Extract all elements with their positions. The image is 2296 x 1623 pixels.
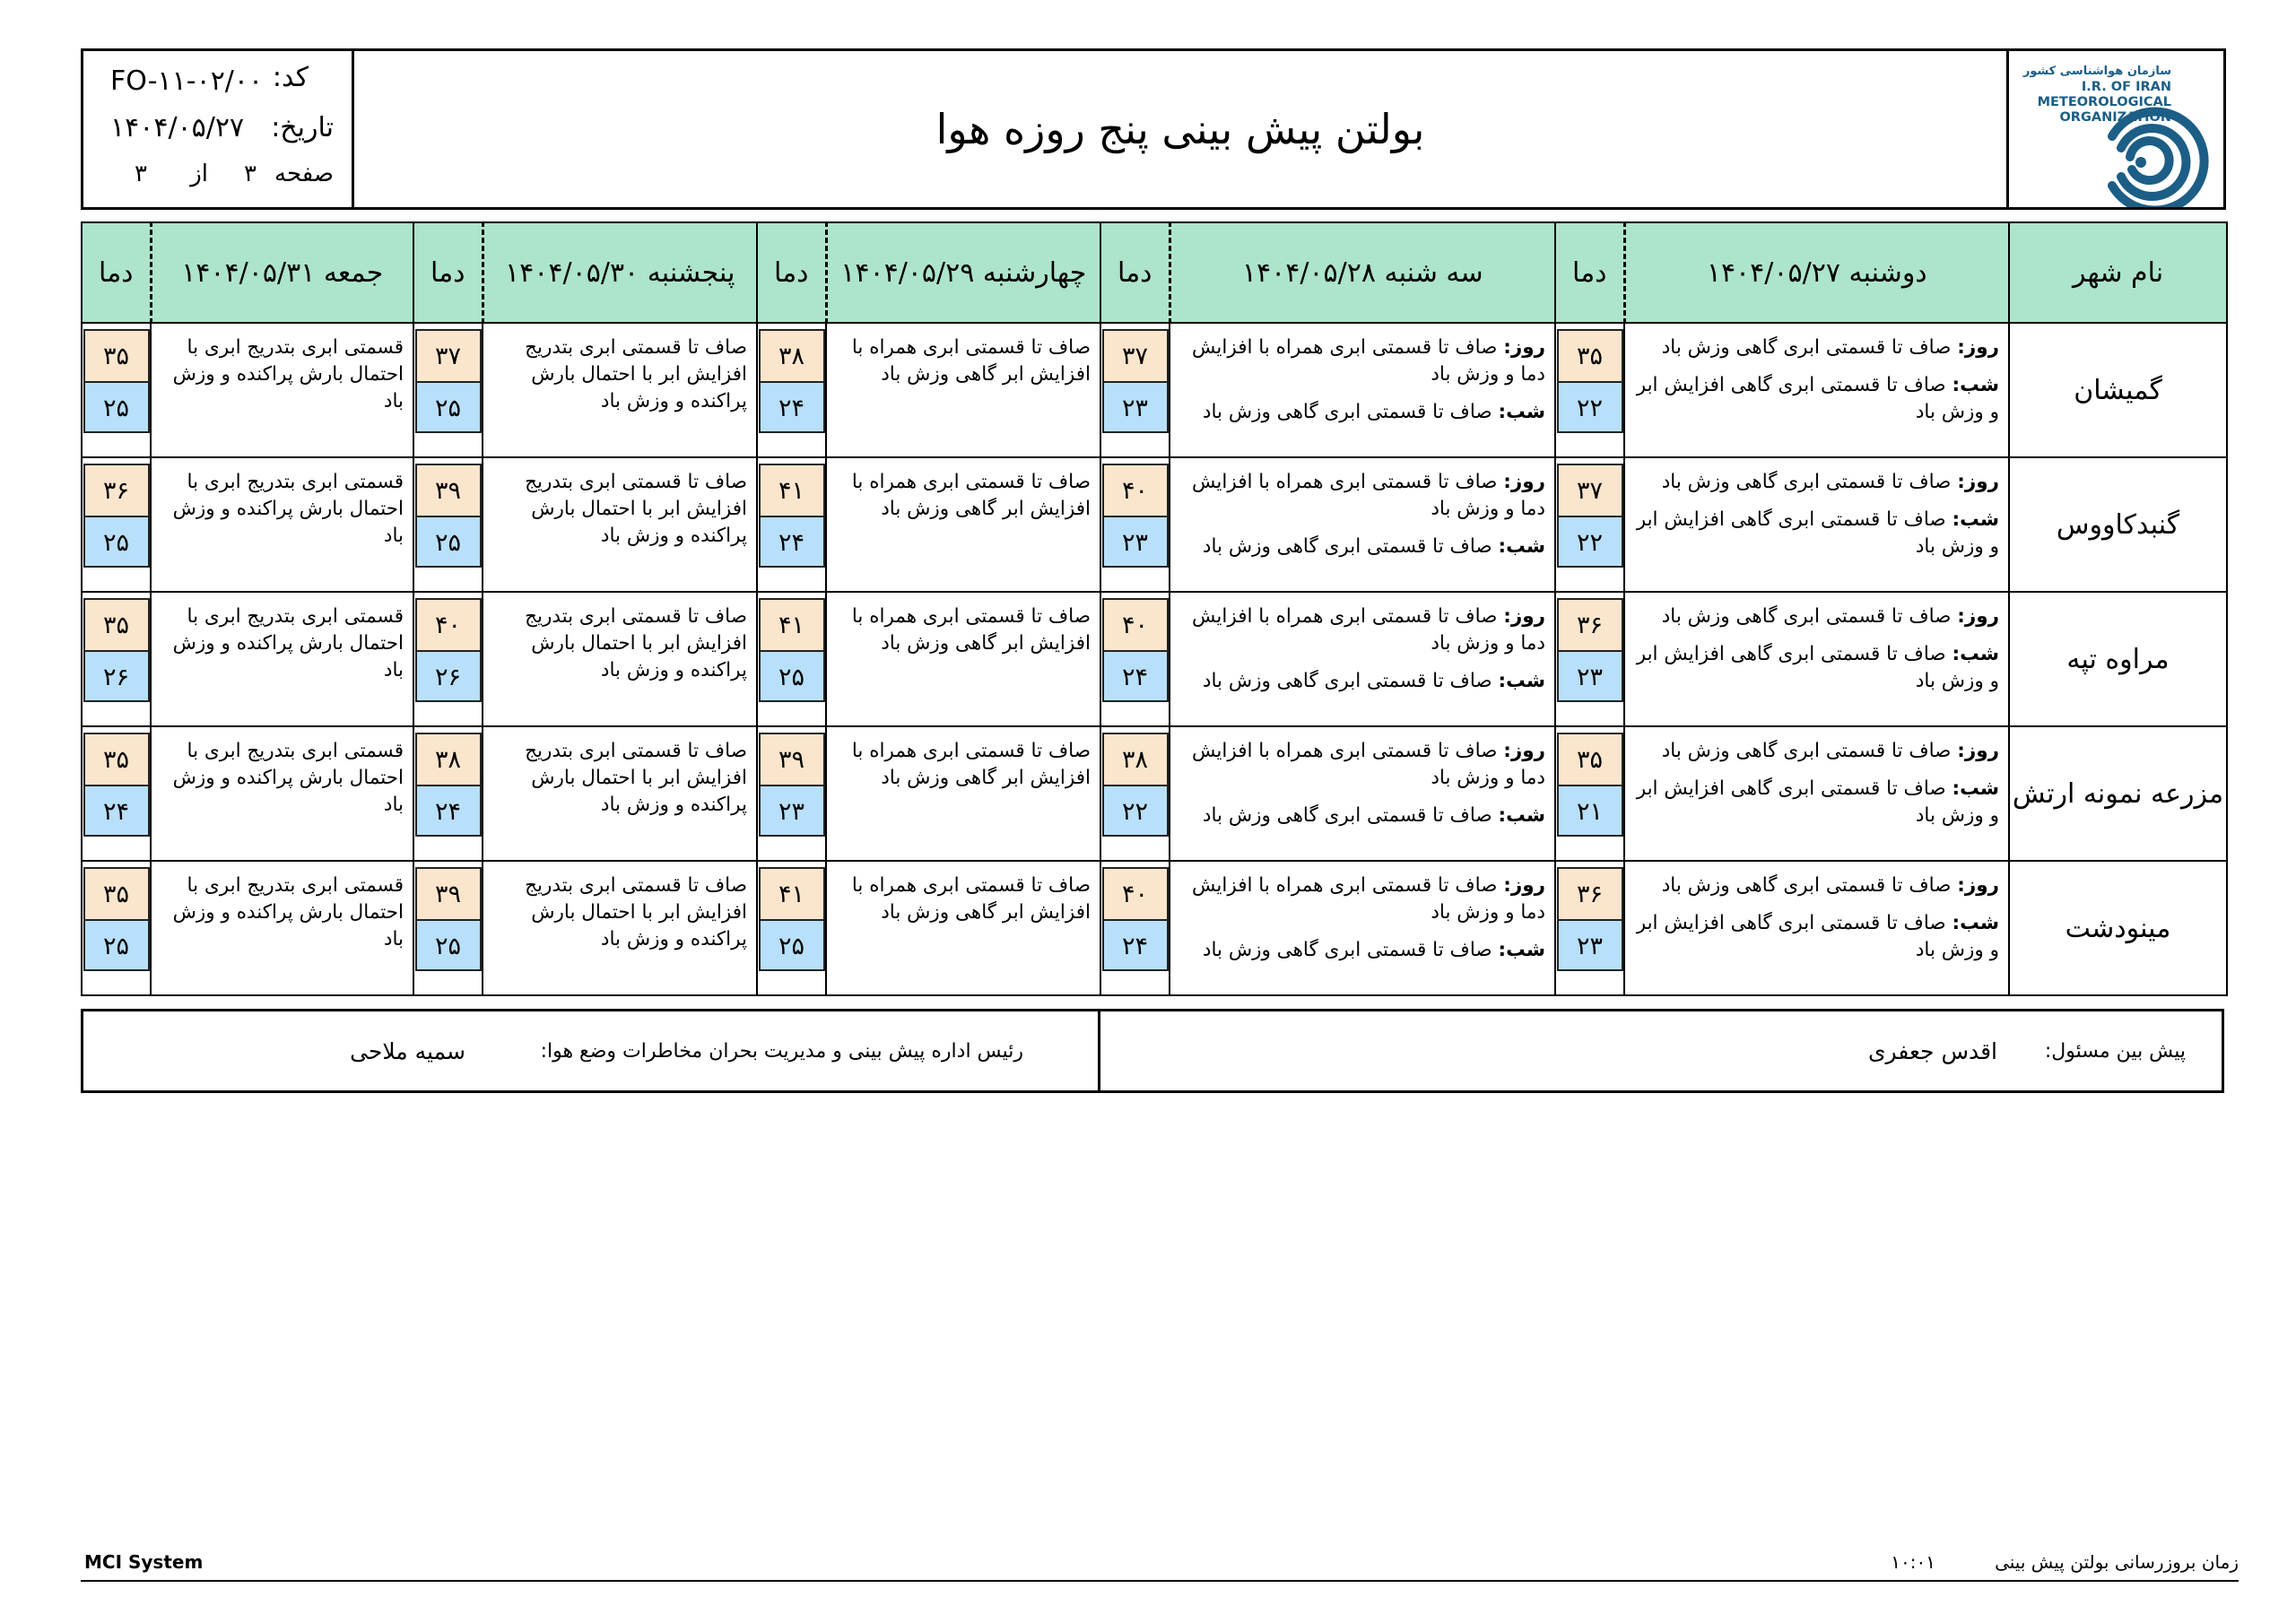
day5-temps: [82, 592, 151, 726]
day1-forecast: [1624, 323, 2009, 457]
max-temp: ۳۵: [83, 867, 150, 919]
min-temp: ۲۴: [83, 785, 150, 837]
min-temp: ۲۱: [1557, 785, 1623, 837]
max-temp: ۴۱: [759, 598, 825, 650]
max-temp: ۳۵: [83, 733, 150, 785]
day3-temps: [757, 323, 826, 457]
min-temp: ۲۲: [1557, 381, 1623, 433]
day-column-header: چهارشنبه ۱۴۰۴/۰۵/۲۹: [826, 222, 1100, 323]
night-period-label: شب:: [1952, 912, 1999, 934]
min-temp: ۲۳: [1102, 516, 1169, 568]
day5-forecast: قسمتی ابری بتدریج ابری با احتمال بارش پراکنده و وزش باد: [151, 323, 413, 457]
day5-temps: [82, 323, 151, 457]
max-temp: ۳۸: [1102, 733, 1169, 785]
night-period-label: شب:: [1952, 643, 1999, 665]
day1-temps: [1555, 457, 1624, 592]
day1-day-text: صاف تا قسمتی ابری گاهی وزش باد: [1661, 874, 1952, 897]
day1-temps: [1555, 726, 1624, 861]
code-label: کد:: [272, 62, 309, 93]
temp-column-header: دما: [1100, 222, 1170, 323]
title-cell: [354, 51, 2006, 207]
day1-night-text: صاف تا قسمتی ابری گاهی افزایش ابر و وزش باد: [1636, 777, 1999, 827]
day2-night-text: صاف تا قسمتی ابری گاهی وزش باد: [1202, 535, 1492, 558]
min-temp: ۲۵: [415, 919, 482, 971]
max-temp: ۳۵: [83, 598, 150, 650]
table-row: [82, 726, 2227, 861]
day2-night-text: صاف تا قسمتی ابری گاهی وزش باد: [1202, 401, 1492, 423]
day2-day-text: صاف تا قسمتی ابری همراه با افزایش دما و وزش باد: [1191, 740, 1545, 789]
day3-forecast: صاف تا قسمتی ابری همراه با افزایش ابر گاهی وزش باد: [826, 726, 1100, 861]
day5-temps: [82, 457, 151, 592]
day5-temps: [82, 861, 151, 995]
night-period-label: شب:: [1952, 508, 1999, 531]
day-period-label: روز:: [1957, 336, 1999, 359]
min-temp: ۲۵: [83, 381, 150, 433]
day4-forecast: صاف تا قسمتی ابری بتدریج افزایش ابر با احتمال بارش پراکنده و وزش باد: [483, 861, 757, 995]
forecast-table: [81, 221, 2228, 996]
day2-night-text: صاف تا قسمتی ابری گاهی وزش باد: [1202, 804, 1492, 827]
footer-system: MCI System: [84, 1551, 204, 1573]
day-column-header: پنجشنبه ۱۴۰۴/۰۵/۳۰: [483, 222, 757, 323]
max-temp: ۴۱: [759, 464, 825, 516]
day1-day-text: صاف تا قسمتی ابری گاهی وزش باد: [1661, 740, 1952, 762]
min-temp: ۲۴: [1102, 919, 1169, 971]
head-name: سمیه ملاحی: [350, 1038, 465, 1064]
logo-text-en-3: ORGANIZATION: [2059, 110, 2171, 125]
night-period-label: شب:: [1498, 939, 1545, 961]
table-header-row: [82, 222, 2227, 323]
min-temp: ۲۵: [415, 381, 482, 433]
day-period-label: روز:: [1957, 740, 1999, 762]
city-name: گنبدکاووس: [2009, 457, 2227, 592]
temp-column-header: دما: [1555, 222, 1624, 323]
min-temp: ۲۴: [1102, 650, 1169, 702]
min-temp: ۲۳: [1557, 919, 1623, 971]
night-period-label: شب:: [1498, 535, 1545, 558]
max-temp: ۳۹: [415, 464, 482, 516]
temp-column-header: دما: [82, 222, 151, 323]
day1-night-text: صاف تا قسمتی ابری گاهی افزایش ابر و وزش باد: [1636, 374, 1999, 423]
date-value: ۱۴۰۴/۰۵/۲۷: [110, 112, 245, 143]
day-period-label: روز:: [1503, 336, 1545, 359]
max-temp: ۳۸: [415, 733, 482, 785]
day-period-label: روز:: [1957, 471, 1999, 493]
min-temp: ۲۵: [83, 516, 150, 568]
night-period-label: شب:: [1498, 401, 1545, 423]
max-temp: ۴۰: [1102, 464, 1169, 516]
page-current: ۳: [244, 161, 257, 187]
max-temp: ۴۰: [1102, 598, 1169, 650]
max-temp: ۳۷: [415, 329, 482, 381]
day2-day-text: صاف تا قسمتی ابری همراه با افزایش دما و وزش باد: [1191, 605, 1545, 655]
min-temp: ۲۵: [759, 650, 825, 702]
city-name: مینودشت: [2009, 861, 2227, 995]
max-temp: ۳۵: [1557, 329, 1623, 381]
min-temp: ۲۶: [83, 650, 150, 702]
night-period-label: شب:: [1952, 374, 1999, 396]
forecaster-cell: [1098, 1011, 2222, 1090]
day1-night-text: صاف تا قسمتی ابری گاهی افزایش ابر و وزش باد: [1636, 912, 1999, 961]
day1-temps: [1555, 861, 1624, 995]
min-temp: ۲۳: [759, 785, 825, 837]
day-period-label: روز:: [1503, 740, 1545, 762]
day4-forecast: صاف تا قسمتی ابری بتدریج افزایش ابر با احتمال بارش پراکنده و وزش باد: [483, 726, 757, 861]
document-info-cell: [83, 51, 354, 207]
day2-temps: [1100, 457, 1170, 592]
footer-update-label: زمان بروزرسانی بولتن پیش بینی: [1995, 1551, 2239, 1573]
day5-forecast: قسمتی ابری بتدریج ابری با احتمال بارش پراکنده و وزش باد: [151, 457, 413, 592]
max-temp: ۴۰: [1102, 867, 1169, 919]
day2-forecast: [1170, 726, 1555, 861]
day1-night-text: صاف تا قسمتی ابری گاهی افزایش ابر و وزش باد: [1636, 643, 1999, 692]
day4-temps: [413, 726, 483, 861]
night-period-label: شب:: [1498, 670, 1545, 692]
min-temp: ۲۵: [415, 516, 482, 568]
day4-forecast: صاف تا قسمتی ابری بتدریج افزایش ابر با احتمال بارش پراکنده و وزش باد: [483, 592, 757, 726]
logo-cell: [2006, 51, 2223, 207]
day2-forecast: [1170, 457, 1555, 592]
city-name: گمیشان: [2009, 323, 2227, 457]
temp-column-header: دما: [413, 222, 483, 323]
max-temp: ۳۵: [83, 329, 150, 381]
day2-day-text: صاف تا قسمتی ابری همراه با افزایش دما و وزش باد: [1191, 874, 1545, 924]
day2-night-text: صاف تا قسمتی ابری گاهی وزش باد: [1202, 939, 1492, 961]
day4-temps: [413, 861, 483, 995]
day-column-header: سه شنبه ۱۴۰۴/۰۵/۲۸: [1170, 222, 1555, 323]
temp-column-header: دما: [757, 222, 826, 323]
day-period-label: روز:: [1957, 874, 1999, 897]
max-temp: ۴۰: [415, 598, 482, 650]
day1-temps: [1555, 323, 1624, 457]
forecaster-label: پیش بین مسئول:: [2044, 1040, 2186, 1063]
min-temp: ۲۳: [1557, 650, 1623, 702]
page-total: ۳: [135, 161, 147, 187]
day5-forecast: قسمتی ابری بتدریج ابری با احتمال بارش پراکنده و وزش باد: [151, 592, 413, 726]
date-label: تاریخ:: [271, 112, 334, 143]
table-row: [82, 457, 2227, 592]
day1-forecast: [1624, 457, 2009, 592]
day2-day-text: صاف تا قسمتی ابری همراه با افزایش دما و وزش باد: [1191, 471, 1545, 520]
max-temp: ۳۹: [759, 733, 825, 785]
max-temp: ۳۵: [1557, 733, 1623, 785]
footer-update-time: ۱۰:۰۱: [1891, 1551, 1935, 1573]
day2-temps: [1100, 323, 1170, 457]
table-row: [82, 323, 2227, 457]
night-period-label: شب:: [1498, 804, 1545, 827]
night-period-label: شب:: [1952, 777, 1999, 800]
day-period-label: روز:: [1503, 471, 1545, 493]
day4-temps: [413, 323, 483, 457]
min-temp: ۲۵: [759, 919, 825, 971]
day2-forecast: [1170, 861, 1555, 995]
head-label: رئیس اداره پیش بینی و مدیریت بحران مخاطرات وضع هوا:: [540, 1040, 1023, 1063]
min-temp: ۲۶: [415, 650, 482, 702]
day3-temps: [757, 457, 826, 592]
day2-temps: [1100, 861, 1170, 995]
day4-forecast: صاف تا قسمتی ابری بتدریج افزایش ابر با احتمال بارش پراکنده و وزش باد: [483, 457, 757, 592]
bulletin-header: [81, 48, 2226, 210]
day1-day-text: صاف تا قسمتی ابری گاهی وزش باد: [1661, 336, 1952, 359]
day1-day-text: صاف تا قسمتی ابری گاهی وزش باد: [1661, 471, 1952, 493]
head-cell: [83, 1011, 1100, 1090]
page-title: بولتن پیش بینی پنج روزه هوا: [935, 105, 1425, 153]
max-temp: ۳۷: [1102, 329, 1169, 381]
day-period-label: روز:: [1957, 605, 1999, 628]
min-temp: ۲۳: [1102, 381, 1169, 433]
max-temp: ۳۶: [1557, 598, 1623, 650]
max-temp: ۳۷: [1557, 464, 1623, 516]
logo-text-fa: سازمان هواشناسی کشور: [2022, 65, 2171, 78]
max-temp: ۳۶: [83, 464, 150, 516]
day1-night-text: صاف تا قسمتی ابری گاهی افزایش ابر و وزش باد: [1636, 508, 1999, 558]
day3-forecast: صاف تا قسمتی ابری همراه با افزایش ابر گاهی وزش باد: [826, 457, 1100, 592]
day1-forecast: [1624, 861, 2009, 995]
day2-temps: [1100, 592, 1170, 726]
day-period-label: روز:: [1503, 605, 1545, 628]
day2-forecast: [1170, 592, 1555, 726]
min-temp: ۲۴: [759, 516, 825, 568]
day3-forecast: صاف تا قسمتی ابری همراه با افزایش ابر گاهی وزش باد: [826, 592, 1100, 726]
day-period-label: روز:: [1503, 874, 1545, 897]
max-temp: ۴۱: [759, 867, 825, 919]
day3-temps: [757, 861, 826, 995]
page-of-label: از: [190, 161, 208, 187]
day4-temps: [413, 457, 483, 592]
day2-day-text: صاف تا قسمتی ابری همراه با افزایش دما و وزش باد: [1191, 336, 1545, 386]
day5-forecast: قسمتی ابری بتدریج ابری با احتمال بارش پراکنده و وزش باد: [151, 726, 413, 861]
table-row: [82, 592, 2227, 726]
signature-box: [81, 1009, 2224, 1093]
day-column-header: دوشنبه ۱۴۰۴/۰۵/۲۷: [1624, 222, 2009, 323]
max-temp: ۳۹: [415, 867, 482, 919]
min-temp: ۲۴: [759, 381, 825, 433]
city-name: مراوه تپه: [2009, 592, 2227, 726]
max-temp: ۳۸: [759, 329, 825, 381]
forecaster-name: اقدس جعفری: [1867, 1038, 1997, 1064]
day4-forecast: صاف تا قسمتی ابری بتدریج افزایش ابر با احتمال بارش پراکنده و وزش باد: [483, 323, 757, 457]
table-row: [82, 861, 2227, 995]
max-temp: ۳۶: [1557, 867, 1623, 919]
day1-forecast: [1624, 592, 2009, 726]
day2-forecast: [1170, 323, 1555, 457]
city-column-header: نام شهر: [2009, 222, 2227, 323]
day5-forecast: قسمتی ابری بتدریج ابری با احتمال بارش پراکنده و وزش باد: [151, 861, 413, 995]
min-temp: ۲۲: [1102, 785, 1169, 837]
day2-night-text: صاف تا قسمتی ابری گاهی وزش باد: [1202, 670, 1492, 692]
logo-text-en-1: I.R. OF IRAN: [2081, 80, 2171, 94]
code-value: FO-۱۱-۰۲/۰۰: [110, 65, 264, 97]
day1-temps: [1555, 592, 1624, 726]
min-temp: ۲۵: [83, 919, 150, 971]
day3-forecast: صاف تا قسمتی ابری همراه با افزایش ابر گاهی وزش باد: [826, 323, 1100, 457]
footer-divider: [81, 1580, 2239, 1582]
day5-temps: [82, 726, 151, 861]
day3-temps: [757, 726, 826, 861]
page-label: صفحه: [274, 161, 334, 187]
logo-text-en-2: METEOROLOGICAL: [2037, 95, 2171, 109]
day3-forecast: صاف تا قسمتی ابری همراه با افزایش ابر گاهی وزش باد: [826, 861, 1100, 995]
day3-temps: [757, 592, 826, 726]
min-temp: ۲۲: [1557, 516, 1623, 568]
day1-forecast: [1624, 726, 2009, 861]
day4-temps: [413, 592, 483, 726]
day1-day-text: صاف تا قسمتی ابری گاهی وزش باد: [1661, 605, 1952, 628]
city-name: مزرعه نمونه ارتش: [2009, 726, 2227, 861]
min-temp: ۲۴: [415, 785, 482, 837]
day2-temps: [1100, 726, 1170, 861]
day-column-header: جمعه ۱۴۰۴/۰۵/۳۱: [151, 222, 413, 323]
